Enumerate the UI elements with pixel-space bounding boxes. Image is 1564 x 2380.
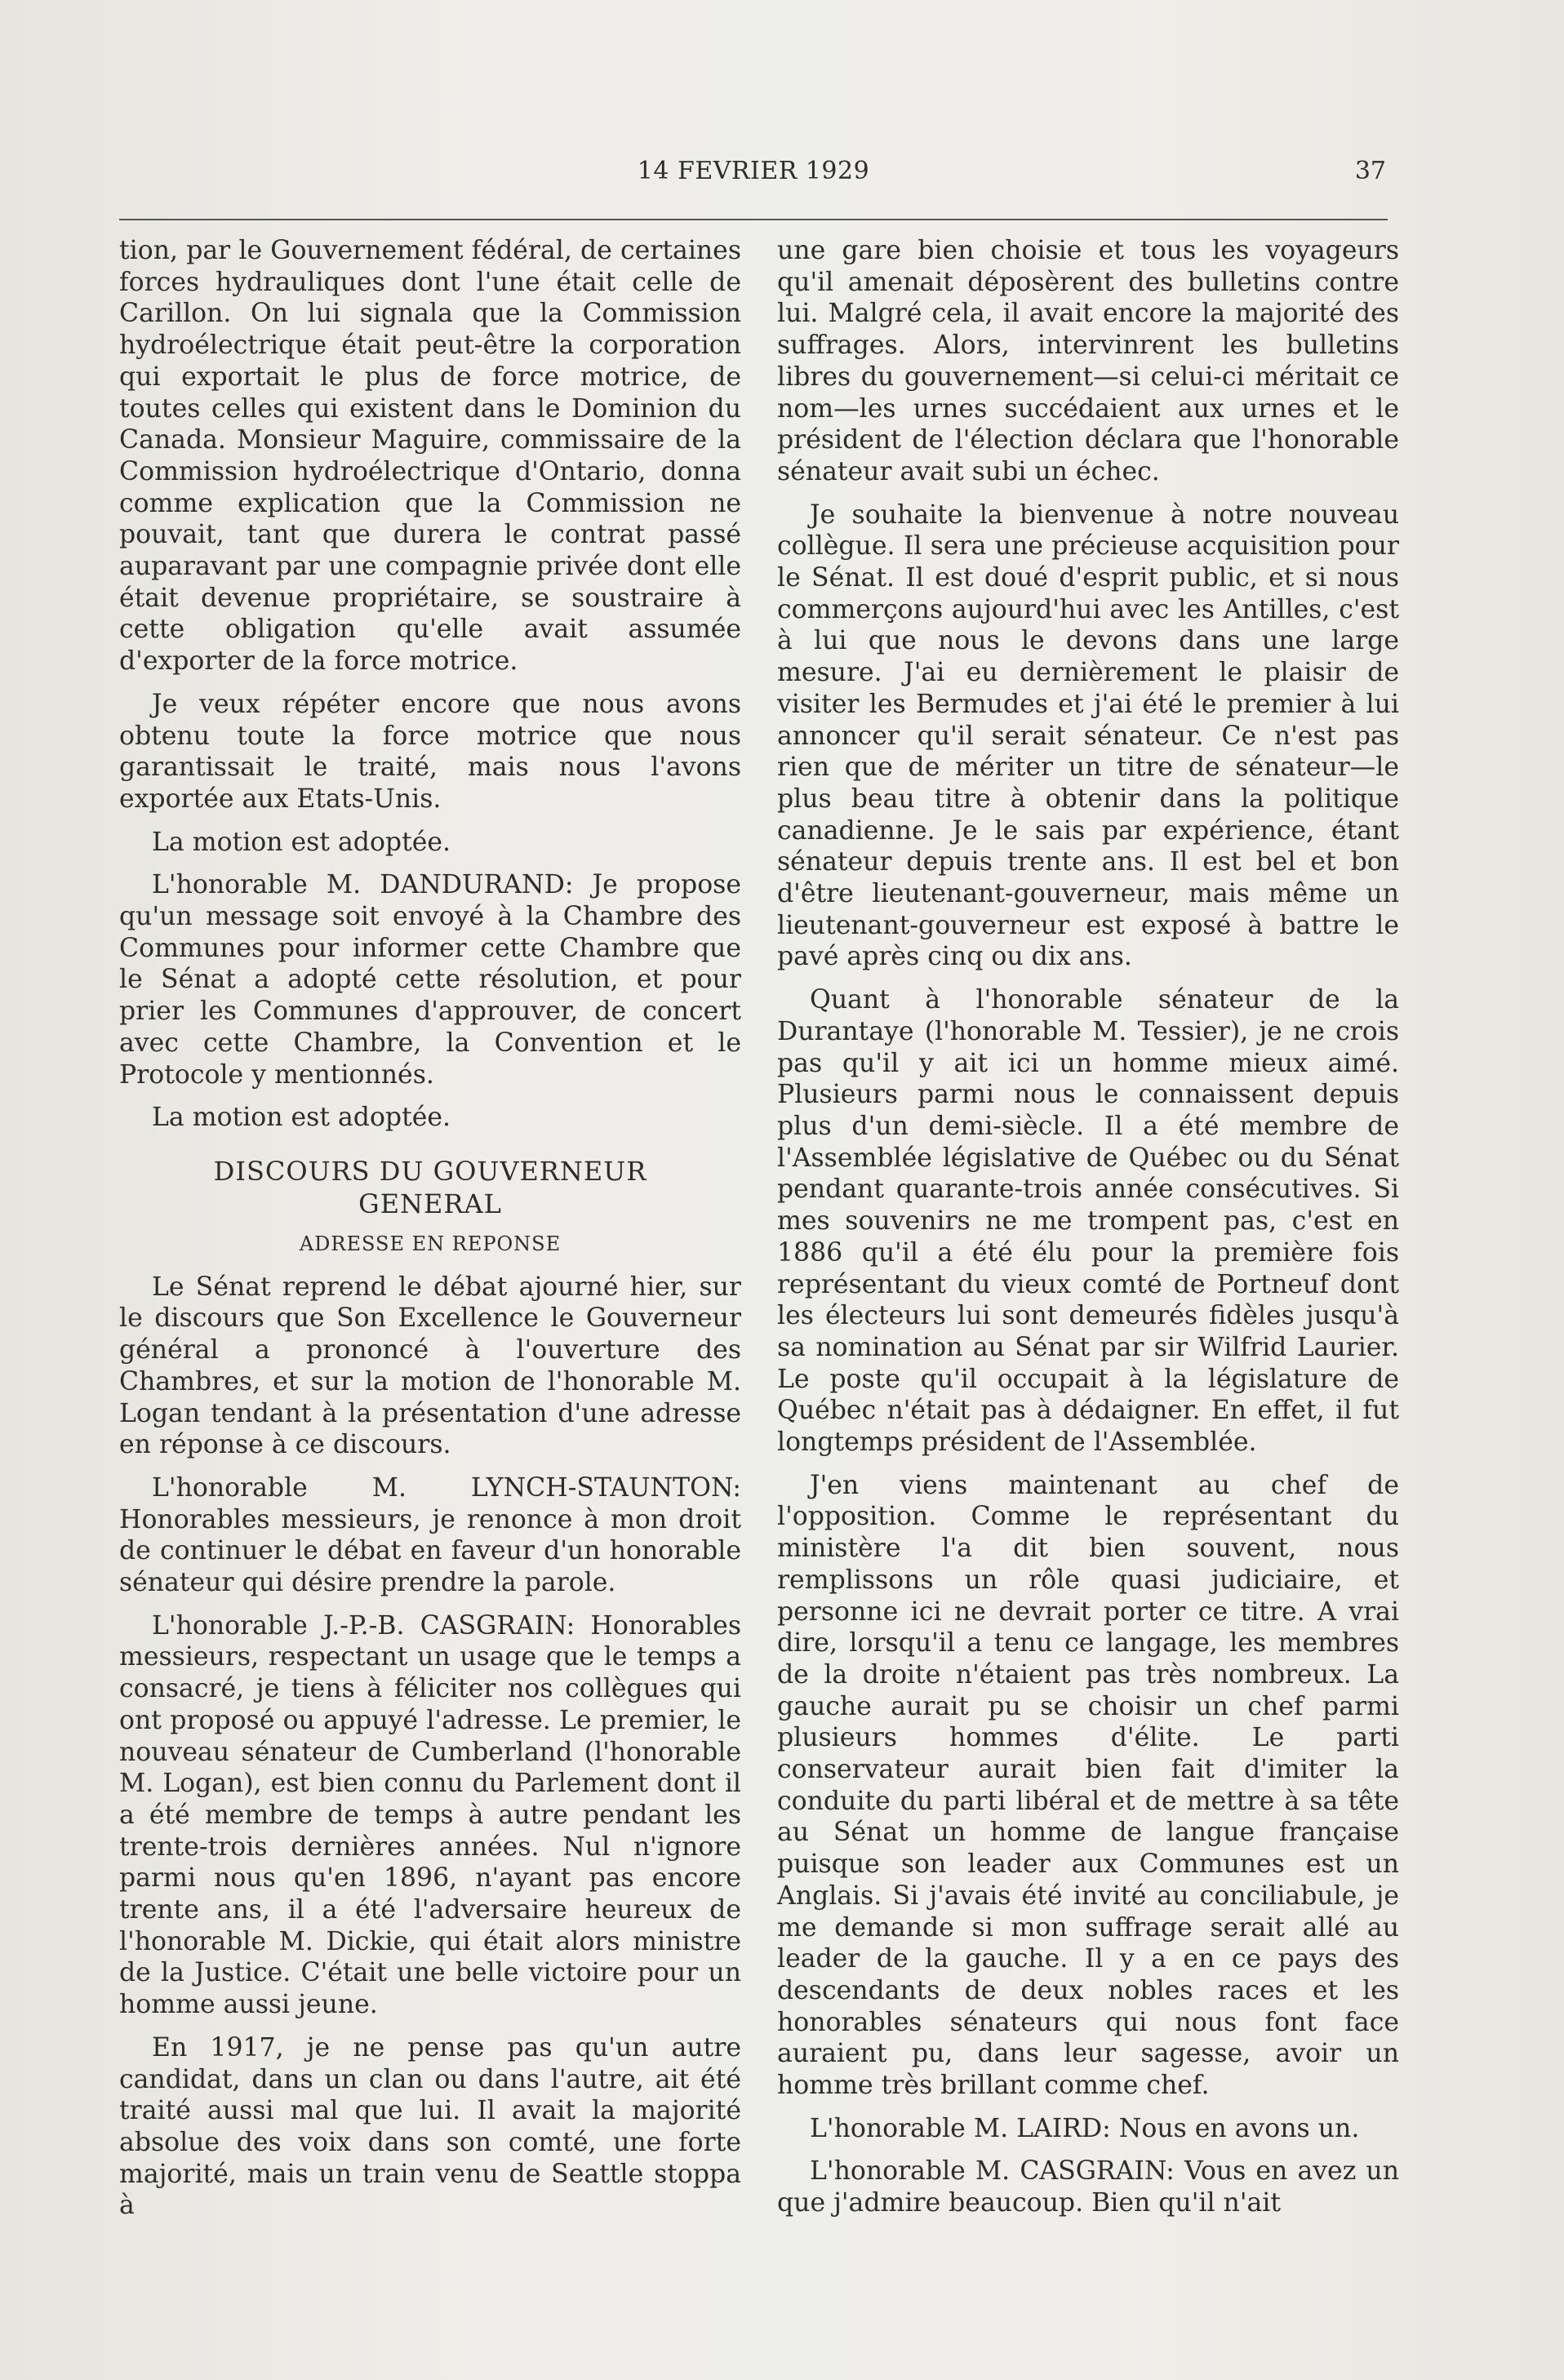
paragraph: L'honorable M. LAIRD: Nous en avons un. — [810, 2113, 1360, 2143]
header-rule — [119, 219, 1388, 220]
paragraph: J'en viens maintenant au chef de l'opposition. Comme le représentant du ministère l'a dit bien souvent, nous remplissons un rôle quasi judiciaire, et personne ici ne devrait porter ce titre. A vrai dire, lorsqu'il a tenu ce langage, les membres de la droite n'étaient pas très nombreux. La gauche aurait pu se choisir un chef parmi plusieurs hommes d'élite. Le parti conservateur aurait bien fait d'imiter la conduite du parti libéral et de mettre à sa tête au Sénat un homme de langue française puisque son leader aux Communes est un Anglais. Si j'avais été invité au conciliabule, je me demande si mon suffrage serait allé au leader de la gauche. Il y a en ce pays des descendants de deux nobles races et les honorables sénateurs qui nous font face auraient pu, dans leur sagesse, avoir un homme très brillant comme chef. — [777, 1470, 1399, 2101]
paragraph: L'honorable M. LYNCH-STAUNTON: Honorables messieurs, je renonce à mon droit de continuer le débat en faveur d'un honorable sénateur qui désire prendre la parole. — [119, 1472, 741, 1598]
section-subheading: ADRESSE EN REPONSE — [299, 1232, 562, 1255]
page-header — [121, 157, 1386, 194]
paragraph: La motion est adoptée. — [152, 827, 451, 857]
header-date: 14 FEVRIER 1929 — [637, 157, 870, 185]
paragraph: une gare bien choisie et tous les voyageurs qu'il amenait déposèrent des bulletins contre lui. Malgré cela, il avait encore la majorité des suffrages. Alors, intervinrent les bulletins libres du gouvernement—si celui-ci méritait ce nom—les urnes succédaient aux urnes et le président de l'élection déclara que l'honorable sénateur avait subi un échec. — [777, 236, 1399, 486]
paragraph: L'honorable M. DANDURAND: Je propose qu'un message soit envoyé à la Chambre des Communes pour informer cette Chambre que le Sénat a adopté cette résolution, et pour prier les Communes d'approuver, de concert avec cette Chambre, la Convention et le Protocole y mentionnés. — [119, 870, 741, 1090]
paragraph: La motion est adoptée. — [152, 1103, 451, 1133]
paragraph: L'honorable M. CASGRAIN: Vous en avez un que j'admire beaucoup. Bien qu'il n'ait — [777, 2156, 1399, 2218]
left-column — [119, 235, 741, 2233]
paragraph: tion, par le Gouvernement fédéral, de certaines forces hydrauliques dont l'une était celle de Carillon. On lui signala que la Commission hydroélectrique était peut-être la corporation qui exportait le plus de force motrice, de toutes celles qui existent dans le Dominion du Canada. Monsieur Maguire, commissaire de la Commission hydroélectrique d'Ontario, donna comme explication que la Commission ne pouvait, tant que durera le contrat passé auparavant par une compagnie privée dont elle était devenue propriétaire, se soustraire à cette obligation qu'elle avait assumée d'exporter de la force motrice. — [119, 236, 741, 677]
right-column — [777, 235, 1399, 2231]
heading-line: DISCOURS DU GOUVERNEUR — [213, 1155, 647, 1187]
paragraph: En 1917, je ne pense pas qu'un autre candidat, dans un clan ou dans l'autre, ait été traité aussi mal que lui. Il avait la majorité absolue des voix dans son comté, une forte majorité, mais un train venu de Seattle stoppa à — [119, 2032, 741, 2221]
paragraph: L'honorable J.-P.-B. CASGRAIN: Honorables messieurs, respectant un usage que le temps a consacré, je tiens à féliciter nos collègues qui ont proposé ou appuyé l'adresse. Le premier, le nouveau sénateur de Cumberland (l'honorable M. Logan), est bien connu du Parlement dont il a été membre de temps à autre pendant les trente-trois dernières années. Nul n'ignore parmi nous qu'en 1896, n'ayant pas encore trente ans, il a été l'adversaire heureux de l'honorable M. Dickie, qui était alors ministre de la Justice. C'était une belle victoire pour un homme aussi jeune. — [119, 1610, 741, 2020]
paragraph: Je veux répéter encore que nous avons obtenu toute la force motrice que nous garantissait le traité, mais nous l'avons exportée aux Etats-Unis. — [119, 689, 741, 814]
paragraph: Quant à l'honorable sénateur de la Durantaye (l'honorable M. Tessier), je ne crois pas qu'il y ait ici un homme mieux aimé. Plusieurs parmi nous le connaissent depuis plus d'un demi-siècle. Il a été membre de l'Assemblée législative de Québec ou du Sénat pendant quarante-trois année consécutives. Si mes souvenirs ne me trompent pas, c'est en 1886 qu'il a été élu pour la première fois représentant du vieux comté de Portneuf dont les électeurs lui sont demeurés fidèles jusqu'à sa nomination au Sénat par sir Wilfrid Laurier. Le poste qu'il occupait à la législature de Québec n'était pas à dédaigner. En effet, il fut longtemps président de l'Assemblée. — [777, 985, 1399, 1458]
heading-line: GENERAL — [358, 1188, 502, 1219]
paragraph: Je souhaite la bienvenue à notre nouveau collègue. Il sera une précieuse acquisition pour le Sénat. Il est doué d'esprit public, et si nous commerçons aujourd'hui avec les Antilles, c'est à lui que nous le devons dans une large mesure. J'ai eu dernièrement le plaisir de visiter les Bermudes et j'ai été le premier à lui annoncer qu'il serait sénateur. Ce n'est pas rien que de mériter un titre de sénateur—le plus beau titre à obtenir dans la politique canadienne. Je le sais par expérience, étant sénateur depuis trente ans. Il est bel et bon d'être lieutenant-gouverneur, mais même un lieutenant-gouverneur est exposé à battre le pavé après cinq ou dix ans. — [777, 500, 1399, 972]
section-heading — [119, 1155, 741, 1220]
page-number: 37 — [1354, 157, 1386, 185]
paragraph: Le Sénat reprend le débat ajourné hier, sur le discours que Son Excellence le Gouverneur général a prononcé à l'ouverture des Chambres, et sur la motion de l'honorable M. Logan tendant à la présentation d'une adresse en réponse à ce discours. — [119, 1272, 741, 1460]
